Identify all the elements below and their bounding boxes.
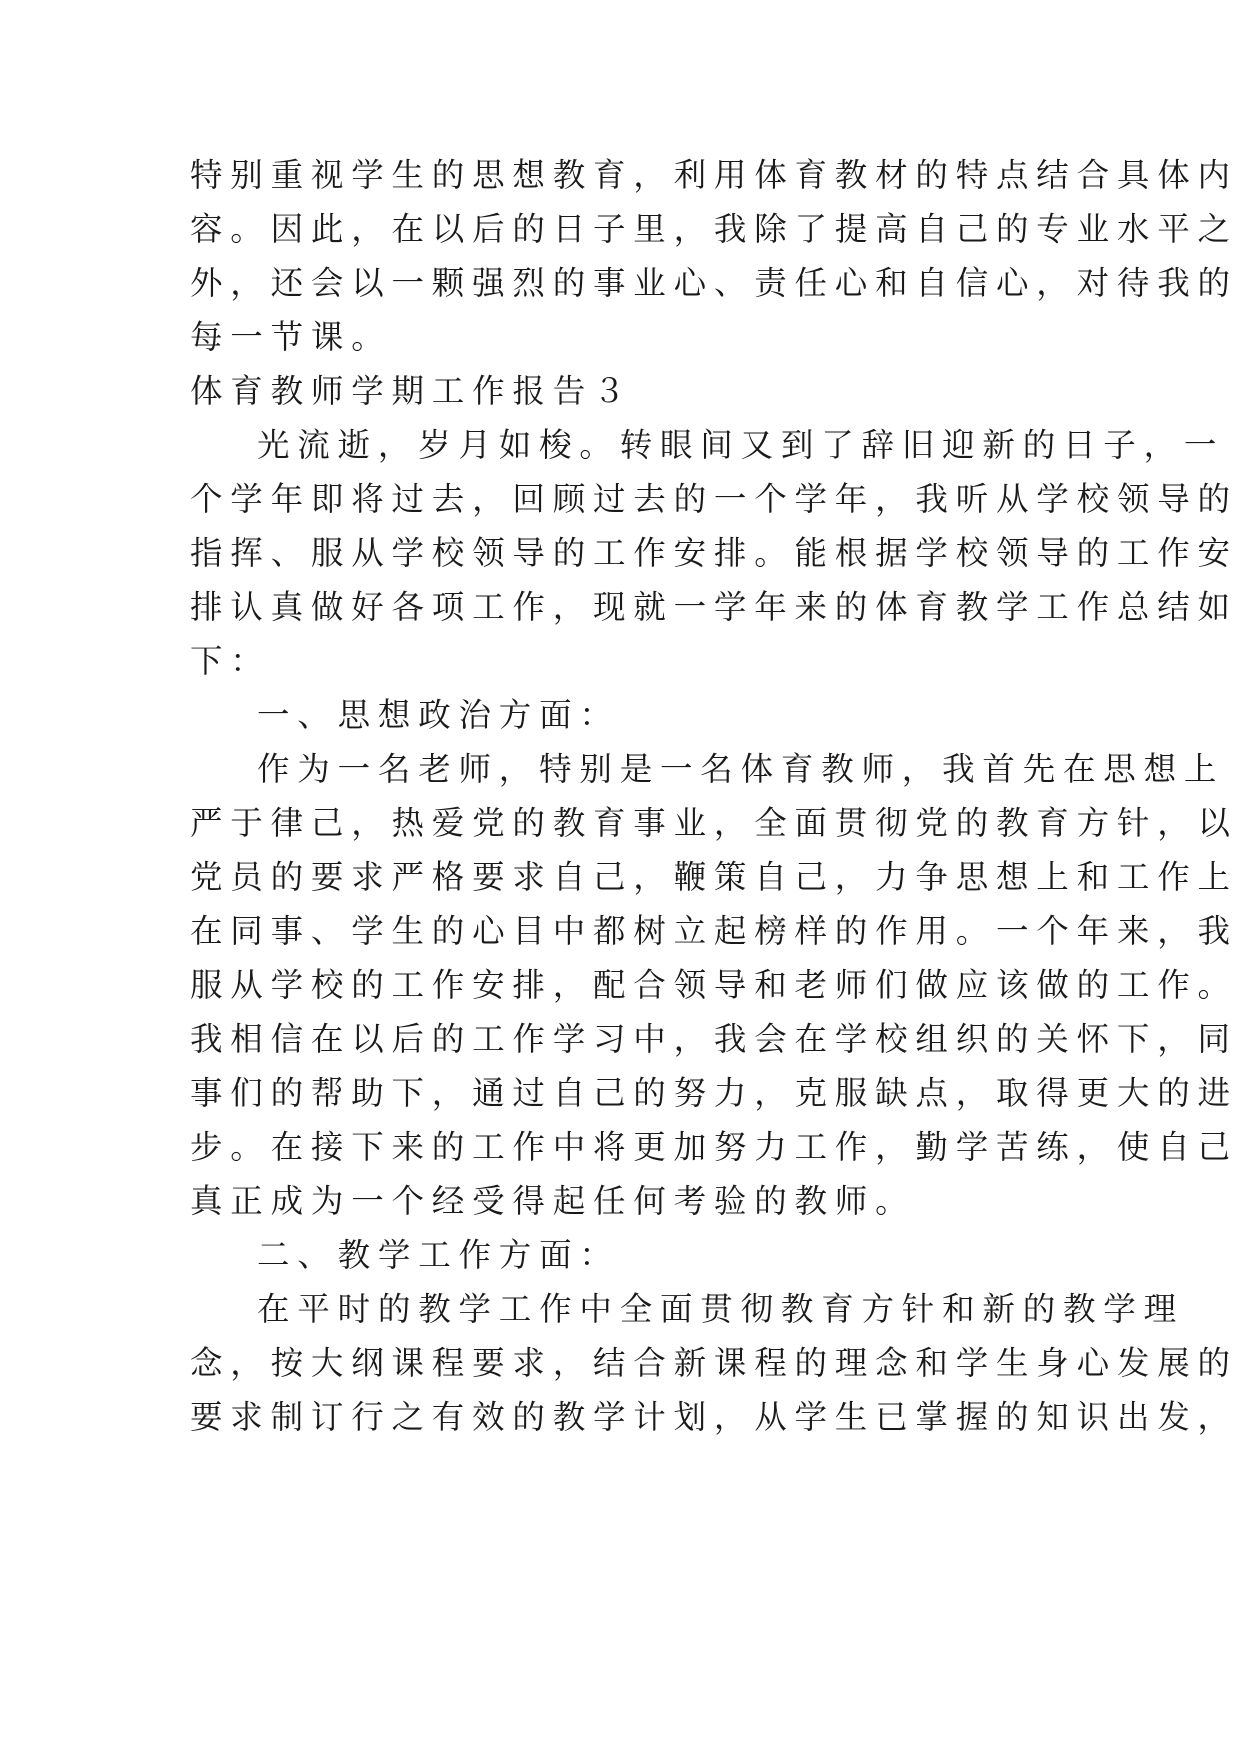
text-line: 指挥、服从学校领导的工作安排。能根据学校领导的工作安 <box>190 534 1238 572</box>
subheading: 二、教学工作方面： <box>257 1236 620 1274</box>
text-line: 光流逝，岁月如梭。转眼间又到了辞旧迎新的日子，一 <box>257 426 1225 464</box>
text-line: 作为一名老师，特别是一名体育教师，我首先在思想上 <box>257 750 1225 788</box>
text-line: 党员的要求严格要求自己，鞭策自己，力争思想上和工作上 <box>190 858 1238 896</box>
subheading: 一、思想政治方面： <box>257 696 620 734</box>
text-line: 念，按大纲课程要求，结合新课程的理念和学生身心发展的 <box>190 1344 1238 1382</box>
text-line: 特别重视学生的思想教育，利用体育教材的特点结合具体内 <box>190 156 1238 194</box>
text-line: 我相信在以后的工作学习中，我会在学校组织的关怀下，同 <box>190 1020 1238 1058</box>
text-line: 在同事、学生的心目中都树立起榜样的作用。一个年来，我 <box>190 912 1238 950</box>
text-line: 容。因此，在以后的日子里，我除了提高自己的专业水平之 <box>190 210 1238 248</box>
text-line: 严于律己，热爱党的教育事业，全面贯彻党的教育方针，以 <box>190 804 1238 842</box>
text-line: 下： <box>190 642 271 680</box>
text-line: 在平时的教学工作中全面贯彻教育方针和新的教学理 <box>257 1290 1184 1328</box>
text-line: 个学年即将过去，回顾过去的一个学年，我听从学校领导的 <box>190 480 1238 518</box>
text-line: 排认真做好各项工作，现就一学年来的体育教学工作总结如 <box>190 588 1238 626</box>
text-line: 每一节课。 <box>190 318 392 356</box>
section-heading: 体育教师学期工作报告３ <box>190 372 634 410</box>
text-line: 步。在接下来的工作中将更加努力工作，勤学苦练，使自己 <box>190 1128 1238 1166</box>
text-line: 事们的帮助下，通过自己的努力，克服缺点，取得更大的进 <box>190 1074 1238 1112</box>
text-line: 服从学校的工作安排，配合领导和老师们做应该做的工作。 <box>190 966 1238 1004</box>
text-line: 要求制订行之有效的教学计划，从学生已掌握的知识出发， <box>190 1398 1238 1436</box>
text-line: 外，还会以一颗强烈的事业心、责任心和自信心，对待我的 <box>190 264 1238 302</box>
text-line: 真正成为一个经受得起任何考验的教师。 <box>190 1182 916 1220</box>
